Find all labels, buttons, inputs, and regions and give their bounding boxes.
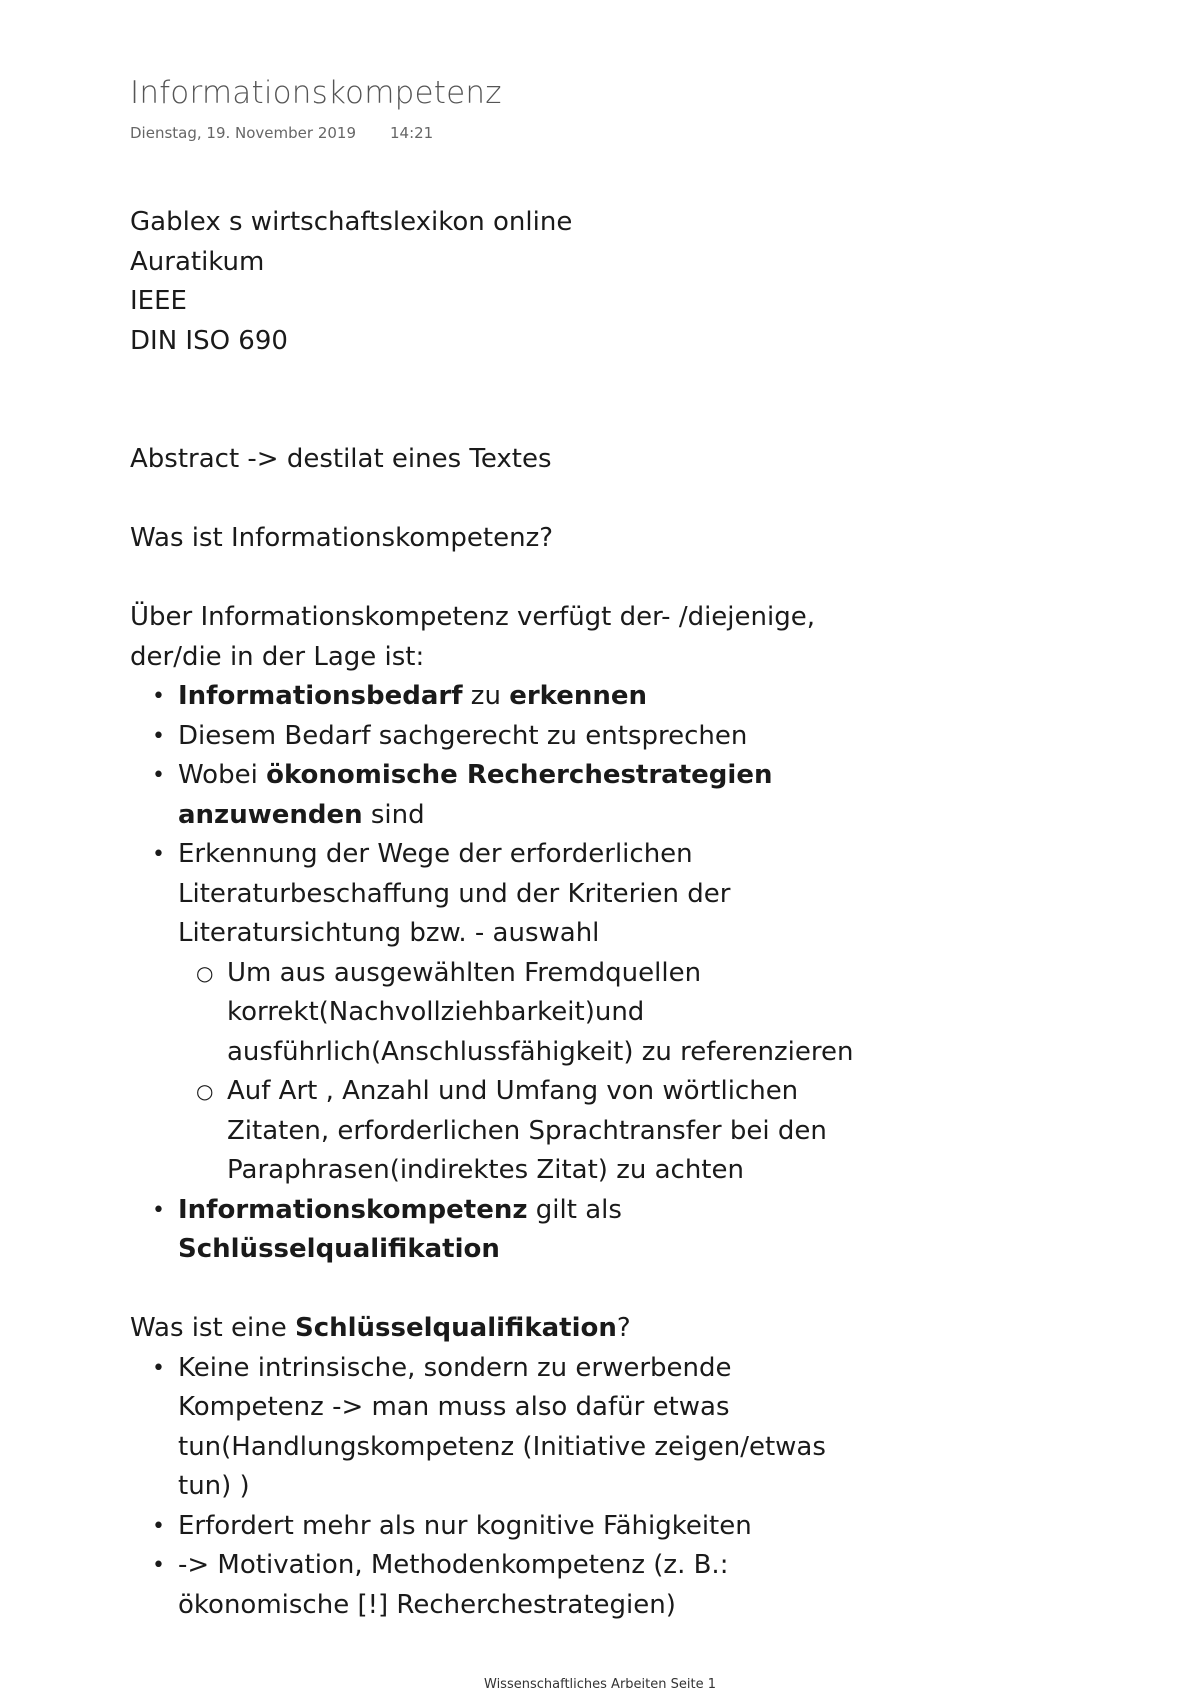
definition-intro: der/die in der Lage ist: bbox=[130, 641, 425, 672]
bullet-icon: • bbox=[152, 1513, 165, 1539]
note-body bbox=[130, 203, 890, 1625]
bullet-icon: • bbox=[152, 723, 165, 749]
bullet-icon: • bbox=[152, 1355, 165, 1381]
circle-bullet-icon: ○ bbox=[196, 1079, 214, 1103]
question-heading: Was ist Informationskompetenz? bbox=[130, 523, 554, 553]
bullet-icon: • bbox=[152, 763, 165, 788]
definition-intro: Über Informationskompetenz verfügt der- /diejenige, bbox=[130, 602, 815, 632]
bullet-icon: • bbox=[152, 1553, 165, 1578]
source-line: Auratikum bbox=[130, 246, 265, 277]
page-time: 14:21 bbox=[390, 124, 434, 142]
page-title: Informationskompetenz bbox=[130, 75, 502, 111]
question-heading: Was ist eine Schlüsselqualifikation? bbox=[130, 1313, 631, 1343]
sub-list-item: ○ Um aus ausgewählten Fremdquellen korrekt(Nachvollziehbarkeit)und ausführlich(Anschlussfähigkeit) zu referenzieren bbox=[178, 954, 890, 1073]
list-item: • Wobei ökonomische Recherchestrategien anzuwenden sind bbox=[130, 756, 890, 835]
list-item: • Keine intrinsische, sondern zu erwerbende Kompetenz -> man muss also dafür etwas tun(Handlungskompetenz (Initiative zeigen/etwas tun) ) bbox=[130, 1349, 890, 1507]
competence-list bbox=[130, 677, 890, 1270]
sub-list-item: ○ Auf Art , Anzahl und Umfang von wörtlichen Zitaten, erforderlichen Sprachtransfer bei den Paraphrasen(indirektes Zitat) zu achten bbox=[178, 1072, 890, 1191]
abstract-line: Abstract -> destilat eines Textes bbox=[130, 444, 552, 474]
page-footer: Wissenschaftliches Arbeiten Seite 1 bbox=[484, 1677, 716, 1692]
sub-list bbox=[178, 954, 890, 1191]
source-line: Gablex s wirtschaftslexikon online bbox=[130, 207, 573, 237]
list-item: • -> Motivation, Methodenkompetenz (z. B.: ökonomische [!] Recherchestrategien) bbox=[130, 1546, 890, 1625]
bullet-icon: • bbox=[152, 1197, 165, 1223]
circle-bullet-icon: ○ bbox=[196, 960, 214, 985]
page-date-time bbox=[130, 124, 433, 142]
list-item: • Informationsbedarf zu erkennen bbox=[130, 677, 890, 717]
bullet-icon: • bbox=[152, 842, 165, 867]
list-item: • Informationskompetenz gilt als Schlüsselqualifikation bbox=[130, 1191, 890, 1270]
list-item: • Erkennung der Wege der erforderlichen Literaturbeschaffung und der Kriterien der Literatursichtung bzw. - auswahl ○ Um aus ausgewählten Fremdquellen korrekt(Nachvollziehbarkeit)und ausführlich(Anschlussfähigkeit) zu referenzieren ○ Auf Art , Anzahl und Umfang von wörtlichen Zitaten, erforderlichen Sprachtransfer bei den Paraphrasen(indirektes Zitat) zu achten bbox=[130, 835, 890, 1191]
bullet-icon: • bbox=[152, 684, 165, 709]
sources-block bbox=[130, 203, 890, 361]
list-item: • Erfordert mehr als nur kognitive Fähigkeiten bbox=[130, 1507, 890, 1547]
page-date: Dienstag, 19. November 2019 bbox=[130, 124, 356, 142]
source-line: DIN ISO 690 bbox=[130, 325, 288, 356]
source-line: IEEE bbox=[130, 286, 187, 316]
key-qualification-list bbox=[130, 1349, 890, 1626]
list-item: • Diesem Bedarf sachgerecht zu entsprechen bbox=[130, 717, 890, 757]
